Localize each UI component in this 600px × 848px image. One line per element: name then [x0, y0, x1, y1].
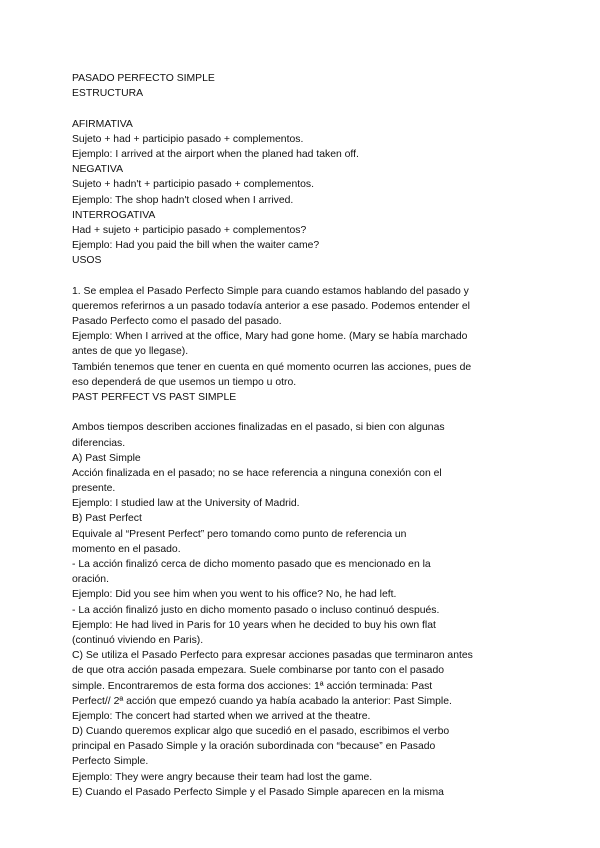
- blank-line: [72, 405, 532, 420]
- text-line: oración.: [72, 574, 109, 586]
- heading-interrogativa: INTERROGATIVA: [72, 209, 156, 221]
- comparison-body: [72, 420, 532, 800]
- text-line: Ejemplo: They were angry because their team had lost the game.: [72, 771, 373, 783]
- text-line: E) Cuando el Pasado Perfecto Simple y el Pasado Simple aparecen en la misma: [72, 786, 444, 798]
- blank-line: [72, 101, 532, 116]
- text-line: antes de que yo llegase).: [72, 346, 189, 358]
- example-afirmativa: Ejemplo: I arrived at the airport when the planed had taken off.: [72, 148, 359, 160]
- document-title: PASADO PERFECTO SIMPLE: [72, 73, 215, 84]
- heading-afirmativa: AFIRMATIVA: [72, 118, 133, 130]
- text-line: presente.: [72, 483, 116, 495]
- text-line: Ambos tiempos describen acciones finalizadas en el pasado, si bien con algunas: [72, 422, 445, 434]
- text-line: (continuó viviendo en Paris).: [72, 634, 204, 646]
- text-line: También tenemos que tener en cuenta en qué momento ocurren las acciones, pues de: [72, 361, 472, 373]
- text-line: de que otra acción pasada empezara. Suele combinarse por tanto con el pasado: [72, 665, 444, 677]
- formula-interrogativa: Had + sujeto + participio pasado + complementos?: [72, 224, 307, 236]
- text-line: A) Past Simple: [72, 452, 141, 464]
- text-line: queremos referirnos a un pasado todavía anterior a ese pasado. Podemos entender el: [72, 300, 470, 312]
- usos-paragraph: [72, 284, 532, 390]
- blank-line: [72, 268, 532, 283]
- text-line: Ejemplo: He had lived in Paris for 10 years when he decided to buy his own flat: [72, 619, 436, 631]
- document-page: [72, 71, 532, 800]
- text-line: Ejemplo: When I arrived at the office, Mary had gone home. (Mary se había marchado: [72, 331, 468, 343]
- text-line: principal en Pasado Simple y la oración subordinada con “because” en Pasado: [72, 741, 436, 753]
- heading-negativa: NEGATIVA: [72, 164, 123, 176]
- text-line: - La acción finalizó cerca de dicho momento pasado que es mencionado en la: [72, 559, 431, 570]
- text-line: Acción finalizada en el pasado; no se hace referencia a ninguna conexión con el: [72, 467, 442, 479]
- formula-afirmativa: Sujeto + had + participio pasado + complementos.: [72, 133, 304, 145]
- text-line: Perfecto Simple.: [72, 756, 149, 768]
- text-line: diferencias.: [72, 437, 126, 449]
- text-line: C) Se utiliza el Pasado Perfecto para expresar acciones pasadas que terminaron antes: [72, 650, 473, 662]
- section-heading-estructura: ESTRUCTURA: [72, 88, 144, 100]
- formula-negativa: Sujeto + hadn't + participio pasado + complementos.: [72, 179, 314, 191]
- text-line: B) Past Perfect: [72, 513, 142, 525]
- text-line: 1. Se emplea el Pasado Perfecto Simple para cuando estamos hablando del pasado y: [72, 285, 469, 297]
- text-line: Pasado Perfecto como el pasado del pasado.: [72, 316, 282, 327]
- text-line: Ejemplo: I studied law at the University of Madrid.: [72, 498, 300, 510]
- text-line: Ejemplo: Did you see him when you went to his office? No, he had left.: [72, 589, 397, 601]
- text-line: D) Cuando queremos explicar algo que sucedió en el pasado, escribimos el verbo: [72, 726, 450, 738]
- text-line: - La acción finalizó justo en dicho momento pasado o incluso continuó después.: [72, 604, 440, 616]
- section-heading-comparison: PAST PERFECT VS PAST SIMPLE: [72, 391, 237, 403]
- text-line: Ejemplo: The concert had started when we arrived at the theatre.: [72, 710, 371, 722]
- text-line: Equivale al “Present Perfect” pero tomando como punto de referencia un: [72, 528, 407, 540]
- section-heading-usos: USOS: [72, 255, 102, 267]
- text-line: Perfect// 2ª acción que empezó cuando ya había acabado la anterior: Past Simple.: [72, 695, 452, 707]
- text-line: simple. Encontraremos de esta forma dos acciones: 1ª acción terminada: Past: [72, 680, 433, 692]
- example-negativa: Ejemplo: The shop hadn't closed when I arrived.: [72, 194, 294, 206]
- text-line: eso dependerá de que usemos un tiempo u otro.: [72, 376, 297, 388]
- text-line: momento en el pasado.: [72, 543, 181, 555]
- example-interrogativa: Ejemplo: Had you paid the bill when the waiter came?: [72, 240, 320, 252]
